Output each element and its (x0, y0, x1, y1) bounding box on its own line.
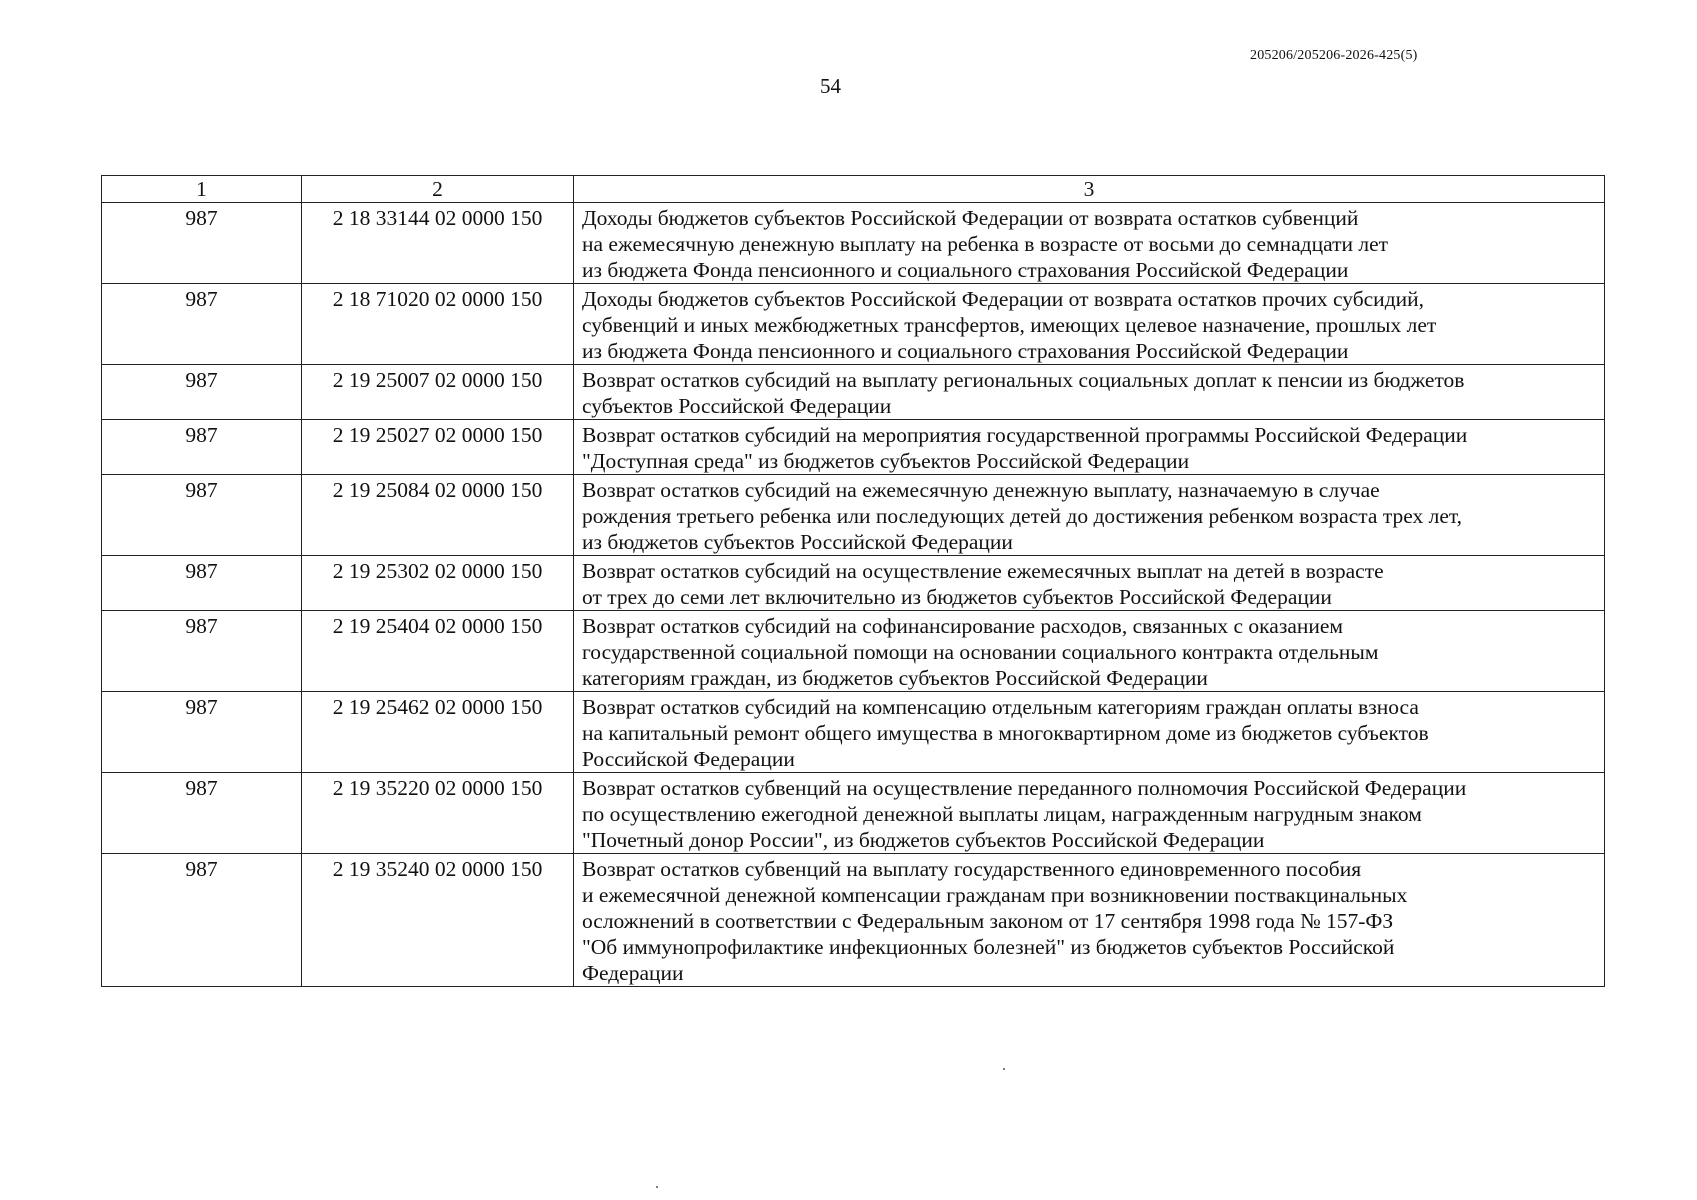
table-row (102, 854, 1605, 987)
budget-code-cell: 2 19 25404 02 0000 150 (302, 611, 574, 692)
table-row (102, 203, 1605, 284)
budget-code-cell: 2 19 35220 02 0000 150 (302, 773, 574, 854)
description-cell: Возврат остатков субвенций на осуществление переданного полномочия Российской Федерации по осуществлению ежегодной денежной выплаты лицам, награжденным нагрудным знаком "Почетный донор России", из бюджетов субъектов Российской Федерации (574, 773, 1605, 854)
table-row (102, 284, 1605, 365)
table-row (102, 611, 1605, 692)
scan-speck (656, 1186, 658, 1188)
admin-code-cell: 987 (102, 475, 302, 556)
table-row (102, 556, 1605, 611)
budget-code-cell: 2 19 25007 02 0000 150 (302, 365, 574, 420)
description-cell: Возврат остатков субсидий на выплату региональных социальных доплат к пенсии из бюджетов субъектов Российской Федерации (574, 365, 1605, 420)
description-cell: Доходы бюджетов субъектов Российской Федерации от возврата остатков субвенций на ежемесячную денежную выплату на ребенка в возрасте от восьми до семнадцати лет из бюджета Фонда пенсионного и социального страхования Российской Федерации (574, 203, 1605, 284)
budget-code-cell: 2 18 33144 02 0000 150 (302, 203, 574, 284)
table-row (102, 365, 1605, 420)
description-cell: Возврат остатков субвенций на выплату государственного единовременного пособия и ежемесячной денежной компенсации гражданам при возникновении поствакцинальных осложнений в соответствии с Федеральным законом от 17 сентября 1998 года № 157-ФЗ "Об иммунопрофилактике инфекционных болезней" из бюджетов субъектов Российской Федерации (574, 854, 1605, 987)
budget-code-cell: 2 19 25302 02 0000 150 (302, 556, 574, 611)
admin-code-cell: 987 (102, 284, 302, 365)
budget-code-cell: 2 19 25027 02 0000 150 (302, 420, 574, 475)
table-row (102, 475, 1605, 556)
description-cell: Возврат остатков субсидий на мероприятия государственной программы Российской Федерации "Доступная среда" из бюджетов субъектов Российской Федерации (574, 420, 1605, 475)
column-header-3: 3 (574, 176, 1605, 203)
table-header-row (102, 176, 1605, 203)
budget-code-cell: 2 18 71020 02 0000 150 (302, 284, 574, 365)
admin-code-cell: 987 (102, 420, 302, 475)
description-cell: Возврат остатков субсидий на ежемесячную денежную выплату, назначаемую в случае рождения третьего ребенка или последующих детей до достижения ребенком возраста трех лет, из бюджетов субъектов Российской Федерации (574, 475, 1605, 556)
description-cell: Возврат остатков субсидий на осуществление ежемесячных выплат на детей в возрасте от трех до семи лет включительно из бюджетов субъектов Российской Федерации (574, 556, 1605, 611)
admin-code-cell: 987 (102, 203, 302, 284)
table-row (102, 420, 1605, 475)
budget-codes-table (101, 175, 1605, 987)
description-cell: Возврат остатков субсидий на софинансирование расходов, связанных с оказанием государственной социальной помощи на основании социального контракта отдельным категориям граждан, из бюджетов субъектов Российской Федерации (574, 611, 1605, 692)
column-header-2: 2 (302, 176, 574, 203)
description-cell: Возврат остатков субсидий на компенсацию отдельным категориям граждан оплаты взноса на капитальный ремонт общего имущества в многоквартирном доме из бюджетов субъектов Российской Федерации (574, 692, 1605, 773)
budget-code-cell: 2 19 25462 02 0000 150 (302, 692, 574, 773)
table-row (102, 692, 1605, 773)
budget-code-cell: 2 19 25084 02 0000 150 (302, 475, 574, 556)
description-cell: Доходы бюджетов субъектов Российской Федерации от возврата остатков прочих субсидий, субвенций и иных межбюджетных трансфертов, имеющих целевое назначение, прошлых лет из бюджета Фонда пенсионного и социального страхования Российской Федерации (574, 284, 1605, 365)
budget-code-cell: 2 19 35240 02 0000 150 (302, 854, 574, 987)
admin-code-cell: 987 (102, 611, 302, 692)
column-header-1: 1 (102, 176, 302, 203)
admin-code-cell: 987 (102, 773, 302, 854)
table-row (102, 773, 1605, 854)
admin-code-cell: 987 (102, 854, 302, 987)
page-number: 54 (820, 74, 841, 98)
document-id: 205206/205206-2026-425(5) (1250, 48, 1418, 63)
admin-code-cell: 987 (102, 365, 302, 420)
admin-code-cell: 987 (102, 692, 302, 773)
admin-code-cell: 987 (102, 556, 302, 611)
scan-speck (1003, 1068, 1005, 1070)
